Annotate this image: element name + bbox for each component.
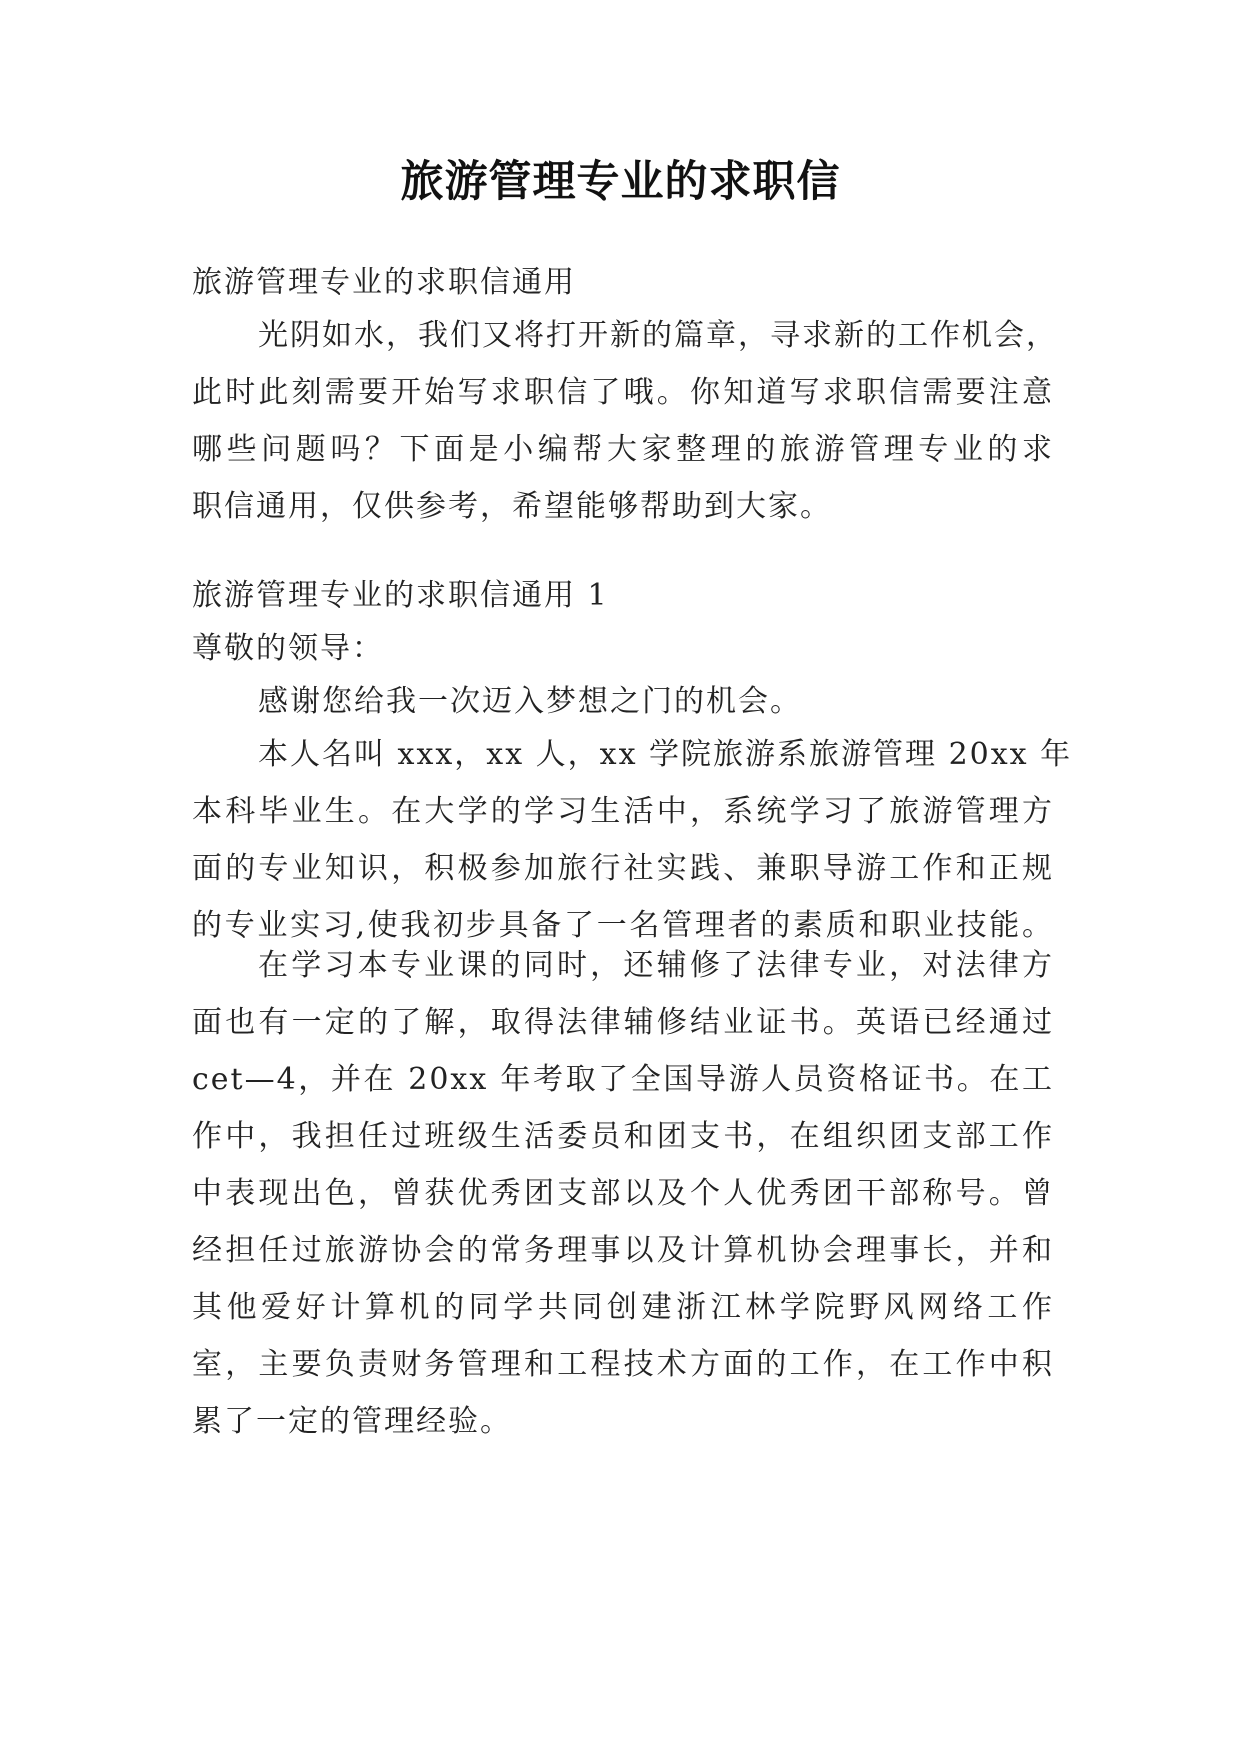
paragraph-line: 累了一定的管理经验。: [192, 1404, 512, 1439]
intro-line: 哪些问题吗？下面是小编帮大家整理的旅游管理专业的求: [192, 432, 1054, 467]
subtitle-line: 旅游管理专业的求职信通用: [192, 265, 576, 300]
section-heading: [192, 567, 1054, 624]
paragraph-line: 室，主要负责财务管理和工程技术方面的工作，在工作中积: [192, 1347, 1054, 1382]
section-heading-text: 旅游管理专业的求职信通用 1: [192, 578, 609, 613]
intro-line: 此时此刻需要开始写求职信了哦。你知道写求职信需要注意: [192, 375, 1054, 410]
paragraph-line: 本人名叫 xxx，xx 人，xx 学院旅游系旅游管理 20xx 年: [258, 737, 1073, 772]
intro-paragraph: [192, 307, 1058, 535]
paragraph-line: 面也有一定的了解，取得法律辅修结业证书。英语已经通过: [192, 1005, 1054, 1040]
paragraph-line: 在学习本专业课的同时，还辅修了法律专业，对法律方: [258, 948, 1054, 983]
salutation-text: 尊敬的领导：: [192, 631, 384, 666]
thanks-paragraph: [192, 673, 1054, 730]
document-title: 旅游管理专业的求职信: [400, 157, 841, 207]
paragraph-line: 本科毕业生。在大学的学习生活中，系统学习了旅游管理方: [192, 794, 1054, 829]
paragraph-line: 中表现出色，曾获优秀团支部以及个人优秀团干部称号。曾: [192, 1176, 1054, 1211]
paragraph-line: 面的专业知识，积极参加旅行社实践、兼职导游工作和正规: [192, 851, 1054, 886]
paragraph-line: 的专业实习,使我初步具备了一名管理者的素质和职业技能。: [192, 908, 1054, 943]
paragraph-line: 其他爱好计算机的同学共同创建浙江林学院野风网络工作: [192, 1290, 1054, 1325]
salutation: [192, 620, 1054, 677]
document-subtitle: [192, 254, 1054, 311]
intro-line: 职信通用，仅供参考，希望能够帮助到大家。: [192, 489, 832, 524]
thanks-line: 感谢您给我一次迈入梦想之门的机会。: [258, 684, 802, 719]
paragraph-2: [192, 937, 1054, 1450]
intro-line: 光阴如水，我们又将打开新的篇章，寻求新的工作机会，: [258, 318, 1058, 353]
paragraph-line: cet—4，并在 20xx 年考取了全国导游人员资格证书。在工: [192, 1062, 1054, 1097]
paragraph-line: 经担任过旅游协会的常务理事以及计算机协会理事长，并和: [192, 1233, 1054, 1268]
paragraph-1: [192, 726, 1073, 954]
paragraph-line: 作中，我担任过班级生活委员和团支书，在组织团支部工作: [192, 1119, 1054, 1154]
